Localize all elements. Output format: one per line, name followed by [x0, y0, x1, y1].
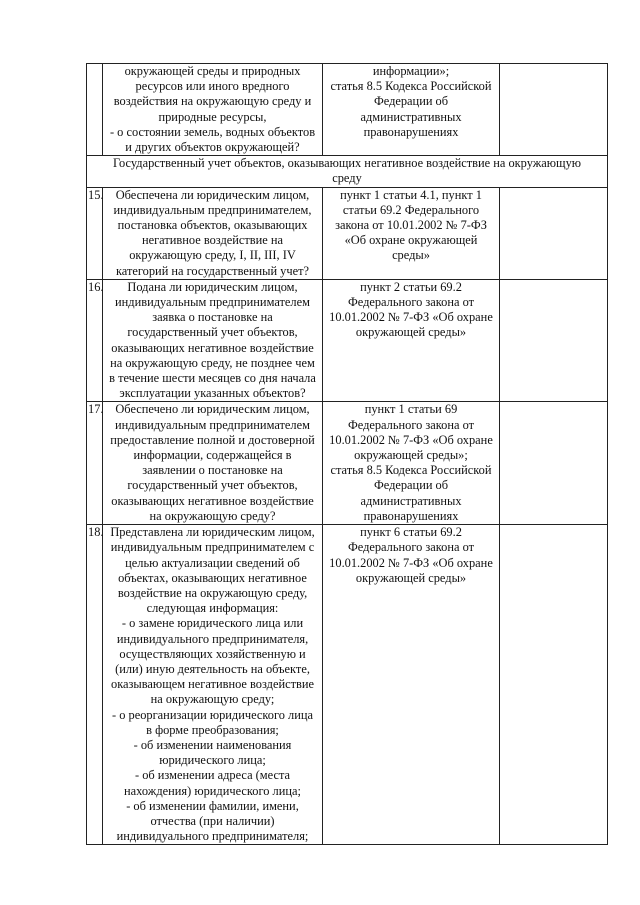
question-line: предоставление полной и достоверной [110, 432, 315, 447]
question-cell [103, 187, 323, 279]
answer-cell [500, 525, 608, 845]
reference-line: Федерации об [373, 94, 449, 109]
question-line: и других объектов окружающей? [125, 140, 300, 155]
question-line: государственный учет объектов, [127, 478, 298, 493]
question-line: оказывающих негативное воздействие [111, 340, 314, 355]
question-line: (или) иную деятельность на объекте, [115, 661, 310, 676]
question-line: - об изменении адреса (места [134, 768, 291, 783]
question-line: постановка объектов, оказывающих [117, 218, 308, 233]
question-line: индивидуальным предпринимателем, [113, 202, 312, 217]
question-line: индивидуальным предпринимателем [115, 295, 310, 310]
reference-line: административных [360, 493, 462, 508]
legal-reference-cell [323, 525, 500, 845]
reference-line: Федерального закона от [347, 540, 475, 555]
reference-line: пункт 2 статьи 69.2 [360, 279, 462, 294]
question-line: окружающую среду, I, II, III, IV [129, 248, 296, 263]
table-row [87, 525, 608, 845]
legal-reference-cell [323, 279, 500, 402]
question-line: информации, содержащейся в [133, 448, 292, 463]
table-row [87, 279, 608, 402]
reference-line: 10.01.2002 № 7-ФЗ «Об охране [329, 432, 493, 447]
question-line: воздействие на окружающую среду, [117, 585, 308, 600]
table-row [87, 64, 608, 156]
reference-line: закона от 10.01.2002 № 7-ФЗ [335, 218, 487, 233]
question-line: отчества (при наличии) [150, 813, 275, 828]
question-line: - о замене юридического лица или [121, 616, 304, 631]
reference-line: окружающей среды» [355, 570, 467, 585]
reference-line: статья 8.5 Кодекса Российской [330, 463, 492, 478]
section-header-row [87, 156, 608, 187]
question-line: негативное воздействие на [141, 233, 284, 248]
reference-line: правонарушениях [363, 508, 459, 523]
requirements-table-body [87, 64, 608, 845]
question-line: Представлена ли юридическим лицом, [110, 525, 315, 540]
reference-line: Федерального закона от [347, 295, 475, 310]
question-cell [103, 64, 323, 156]
question-line: юридического лица; [159, 753, 266, 768]
question-line: в течение шести месяцев со дня начала [109, 371, 316, 386]
row-number-cell [87, 64, 103, 156]
question-cell [103, 402, 323, 525]
question-line: осуществляющих хозяйственную и [119, 646, 306, 661]
answer-cell [500, 279, 608, 402]
reference-line: статья 8.5 Кодекса Российской [330, 79, 492, 94]
question-line: на окружающую среду, не позднее чем [110, 355, 315, 370]
section-header-line: Государственный учет объектов, оказывающих негативное воздействие на окружающую [112, 156, 582, 171]
table-row [87, 402, 608, 525]
reference-line: Федерации об [373, 478, 449, 493]
question-line: Обеспечено ли юридическим лицом, [115, 402, 310, 417]
reference-line: пункт 1 статьи 4.1, пункт 1 [340, 187, 482, 202]
reference-line: окружающей среды» [355, 325, 467, 340]
reference-line: среды» [392, 248, 430, 263]
reference-line: Федерального закона от [347, 417, 475, 432]
reference-line: 10.01.2002 № 7-ФЗ «Об охране [329, 555, 493, 570]
question-line: индивидуальным предпринимателем [115, 417, 310, 432]
reference-line: 10.01.2002 № 7-ФЗ «Об охране [329, 310, 493, 325]
reference-line: административных [360, 109, 462, 124]
section-header-cell [87, 156, 608, 187]
question-cell [103, 525, 323, 845]
answer-cell [500, 402, 608, 525]
question-line: государственный учет объектов, [127, 325, 298, 340]
question-line: - о реорганизации юридического лица [112, 707, 313, 722]
question-line: на окружающую среду; [150, 692, 275, 707]
answer-cell [500, 64, 608, 156]
question-line: ресурсов или иного вредного [135, 79, 290, 94]
reference-line: пункт 6 статьи 69.2 [360, 525, 462, 540]
row-number-cell: 18. [87, 525, 103, 845]
row-number-cell: 15. [87, 187, 103, 279]
reference-line: статьи 69.2 Федерального [342, 202, 480, 217]
section-header-line: среду [332, 171, 362, 186]
legal-reference-cell [323, 187, 500, 279]
question-line: в форме преобразования; [146, 722, 279, 737]
question-line: оказывающих негативное воздействие [111, 493, 314, 508]
row-number-cell: 16. [87, 279, 103, 402]
question-line: окружающей среды и природных [124, 64, 301, 78]
question-cell [103, 279, 323, 402]
question-line: индивидуального предпринимателя; [116, 829, 309, 844]
question-line: категорий на государственный учет? [115, 263, 310, 278]
question-line: - об изменении фамилии, имени, [126, 798, 299, 813]
question-line: заявлении о постановке на [142, 463, 283, 478]
reference-line: окружающей среды»; [354, 448, 468, 463]
question-line: - об изменении наименования [133, 737, 292, 752]
reference-line: информации»; [372, 64, 450, 78]
question-line: оказывающем негативное воздействие [111, 677, 314, 692]
question-line: следующая информация: [146, 601, 279, 616]
legal-reference-cell [323, 402, 500, 525]
reference-line: «Об охране окружающей [344, 233, 478, 248]
question-line: нахождения) юридического лица; [124, 783, 301, 798]
question-line: индивидуального предпринимателя, [116, 631, 309, 646]
question-line: эксплуатации указанных объектов? [119, 386, 306, 401]
question-line: целью актуализации сведений об [125, 555, 300, 570]
row-number-cell: 17. [87, 402, 103, 525]
question-line: заявка о постановке на [152, 310, 273, 325]
legal-reference-cell [323, 64, 500, 156]
question-line: - о состоянии земель, водных объектов [109, 124, 316, 139]
question-line: Подана ли юридическим лицом, [127, 279, 298, 294]
question-line: на окружающую среду? [149, 508, 276, 523]
question-line: индивидуальным предпринимателем с [110, 540, 315, 555]
question-line: природные ресурсы, [158, 109, 267, 124]
reference-line: пункт 1 статьи 69 [364, 402, 458, 417]
question-line: воздействия на окружающую среду и [113, 94, 312, 109]
requirements-table [86, 63, 608, 845]
question-line: объектах, оказывающих негативное [118, 570, 307, 585]
question-line: Обеспечена ли юридическим лицом, [115, 187, 310, 202]
table-row [87, 187, 608, 279]
reference-line: правонарушениях [363, 124, 459, 139]
answer-cell [500, 187, 608, 279]
